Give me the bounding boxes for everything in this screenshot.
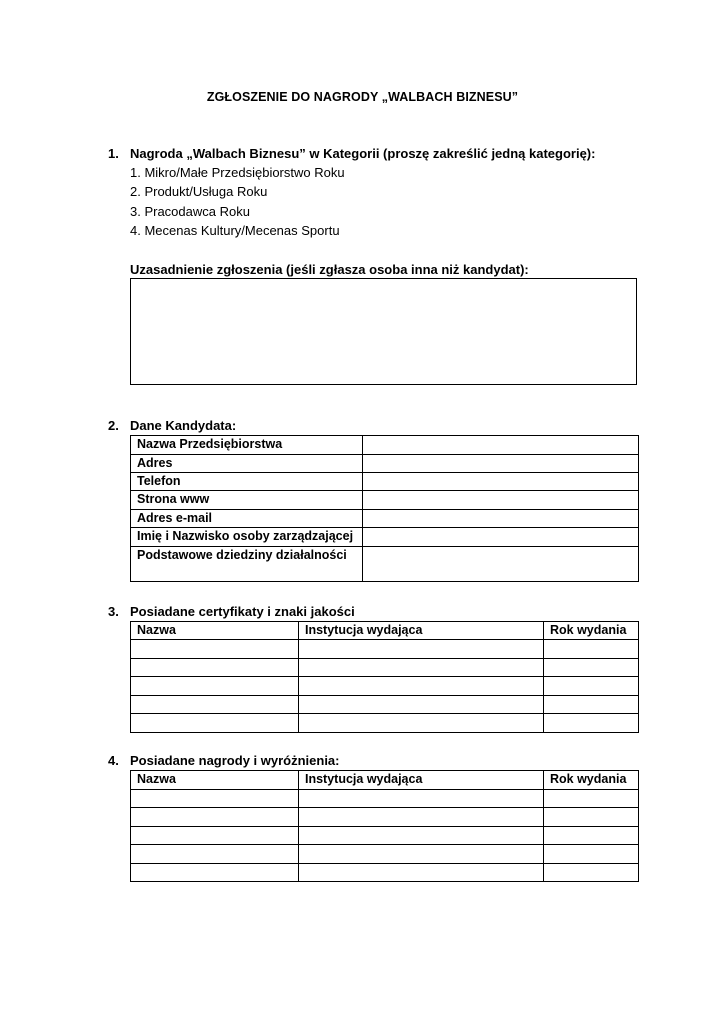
table-row — [131, 696, 639, 714]
column-header-issuer: Instytucja wydająca — [299, 622, 544, 640]
column-header-year: Rok wydania — [544, 622, 639, 640]
table-row — [131, 808, 639, 827]
award-year-cell[interactable] — [544, 790, 639, 808]
award-name-cell[interactable] — [131, 864, 299, 882]
section-4-number: 4. — [108, 753, 119, 768]
table-header-row — [131, 622, 639, 640]
certificate-issuer-cell[interactable] — [299, 640, 544, 659]
table-row — [131, 473, 639, 491]
award-issuer-cell[interactable] — [299, 864, 544, 882]
column-header-name: Nazwa — [131, 622, 299, 640]
award-issuer-cell[interactable] — [299, 790, 544, 808]
row-label-business-areas: Podstawowe dziedziny działalności — [131, 547, 363, 582]
awards-table — [130, 770, 639, 882]
award-issuer-cell[interactable] — [299, 808, 544, 827]
row-label-company-name: Nazwa Przedsiębiorstwa — [131, 436, 363, 455]
award-year-cell[interactable] — [544, 864, 639, 882]
certificate-issuer-cell[interactable] — [299, 696, 544, 714]
table-row — [131, 436, 639, 455]
category-option-4[interactable]: 4. Mecenas Kultury/Mecenas Sportu — [130, 223, 340, 238]
section-3-number: 3. — [108, 604, 119, 619]
table-row — [131, 547, 639, 582]
certificate-issuer-cell[interactable] — [299, 659, 544, 677]
award-year-cell[interactable] — [544, 827, 639, 845]
justification-label: Uzasadnienie zgłoszenia (jeśli zgłasza osoba inna niż kandydat): — [130, 262, 529, 277]
row-label-phone: Telefon — [131, 473, 363, 491]
form-title: ZGŁOSZENIE DO NAGRODY „WALBACH BIZNESU” — [206, 90, 519, 104]
row-label-website: Strona www — [131, 491, 363, 510]
table-row — [131, 455, 639, 473]
column-header-year: Rok wydania — [544, 771, 639, 790]
table-row — [131, 491, 639, 510]
certificate-issuer-cell[interactable] — [299, 714, 544, 733]
company-name-field[interactable] — [363, 436, 639, 455]
section-2-number: 2. — [108, 418, 119, 433]
section-3-heading: Posiadane certyfikaty i znaki jakości — [130, 604, 355, 619]
table-header-row — [131, 771, 639, 790]
manager-name-field[interactable] — [363, 528, 639, 547]
certificate-name-cell[interactable] — [131, 696, 299, 714]
certificate-year-cell[interactable] — [544, 714, 639, 733]
section-1-number: 1. — [108, 146, 119, 161]
table-row — [131, 864, 639, 882]
section-4-heading: Posiadane nagrody i wyróżnienia: — [130, 753, 340, 768]
candidate-data-table — [130, 435, 639, 582]
award-name-cell[interactable] — [131, 790, 299, 808]
certificate-issuer-cell[interactable] — [299, 677, 544, 696]
category-option-1[interactable]: 1. Mikro/Małe Przedsiębiorstwo Roku — [130, 165, 345, 180]
table-row — [131, 640, 639, 659]
website-field[interactable] — [363, 491, 639, 510]
category-option-3[interactable]: 3. Pracodawca Roku — [130, 204, 250, 219]
row-label-email: Adres e-mail — [131, 510, 363, 528]
certificate-year-cell[interactable] — [544, 677, 639, 696]
certificate-year-cell[interactable] — [544, 640, 639, 659]
table-row — [131, 827, 639, 845]
table-row — [131, 790, 639, 808]
award-issuer-cell[interactable] — [299, 827, 544, 845]
table-row — [131, 528, 639, 547]
table-row — [131, 659, 639, 677]
certificate-year-cell[interactable] — [544, 659, 639, 677]
table-row — [131, 677, 639, 696]
award-year-cell[interactable] — [544, 845, 639, 864]
section-1-heading: Nagroda „Walbach Biznesu” w Kategorii (proszę zakreślić jedną kategorię): — [130, 146, 596, 161]
award-name-cell[interactable] — [131, 827, 299, 845]
section-2-heading: Dane Kandydata: — [130, 418, 237, 433]
certificate-name-cell[interactable] — [131, 714, 299, 733]
table-row — [131, 510, 639, 528]
table-row — [131, 845, 639, 864]
email-field[interactable] — [363, 510, 639, 528]
column-header-issuer: Instytucja wydająca — [299, 771, 544, 790]
certificate-name-cell[interactable] — [131, 659, 299, 677]
certificate-name-cell[interactable] — [131, 677, 299, 696]
award-issuer-cell[interactable] — [299, 845, 544, 864]
category-option-2[interactable]: 2. Produkt/Usługa Roku — [130, 184, 268, 199]
award-name-cell[interactable] — [131, 845, 299, 864]
award-year-cell[interactable] — [544, 808, 639, 827]
certificates-table — [130, 621, 639, 733]
justification-textbox[interactable] — [130, 278, 637, 385]
column-header-name: Nazwa — [131, 771, 299, 790]
table-row — [131, 714, 639, 733]
phone-field[interactable] — [363, 473, 639, 491]
address-field[interactable] — [363, 455, 639, 473]
certificate-name-cell[interactable] — [131, 640, 299, 659]
row-label-manager-name: Imię i Nazwisko osoby zarządzającej — [131, 528, 363, 547]
row-label-address: Adres — [131, 455, 363, 473]
business-areas-field[interactable] — [363, 547, 639, 582]
award-name-cell[interactable] — [131, 808, 299, 827]
certificate-year-cell[interactable] — [544, 696, 639, 714]
